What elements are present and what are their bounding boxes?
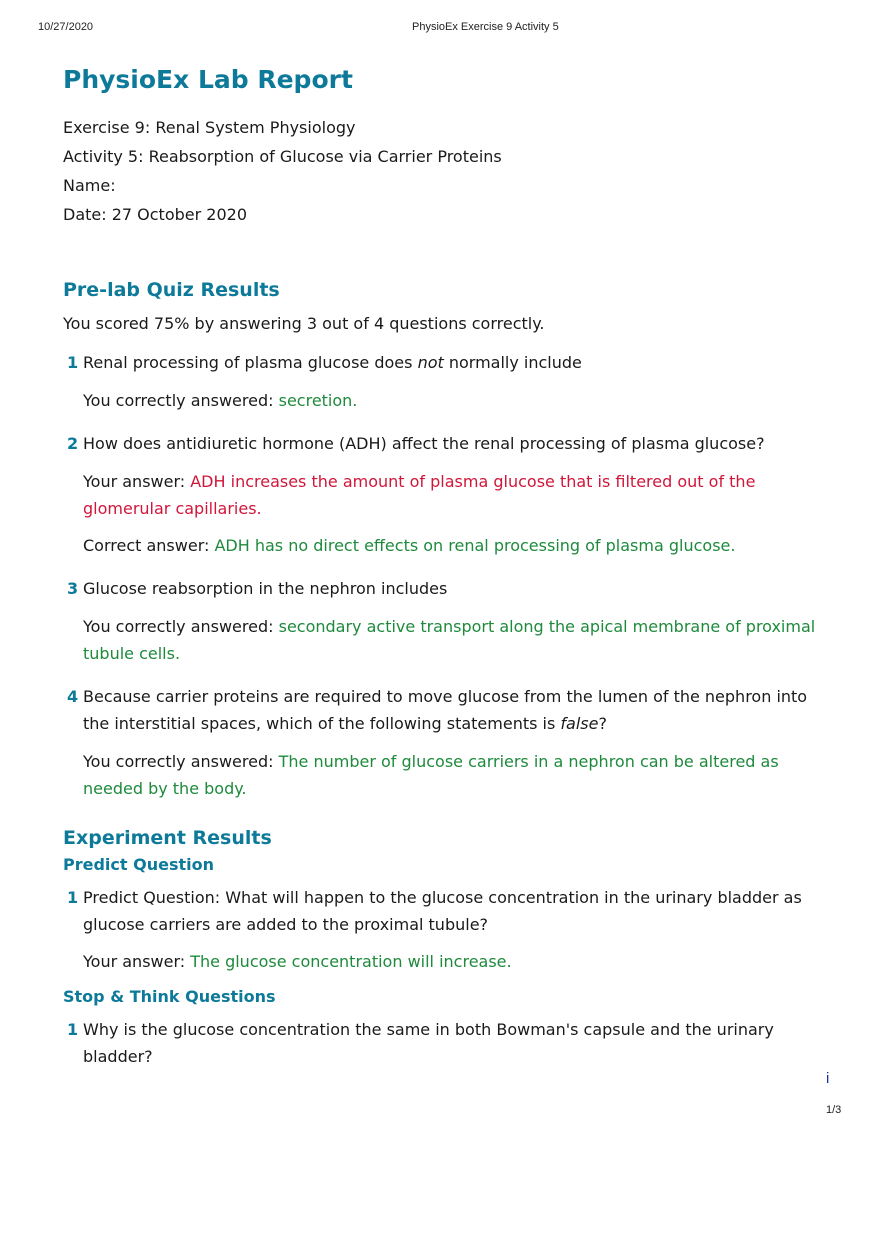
question-number: 1: [67, 888, 79, 907]
question-number: 1: [67, 353, 79, 372]
quiz-correct-answer-2: [63, 532, 833, 559]
answer-text: secretion.: [278, 391, 358, 410]
report-meta: [63, 113, 833, 229]
question-emphasis: not: [417, 353, 444, 372]
activity-line: Activity 5: Reabsorption of Glucose via Carrier Proteins: [63, 147, 502, 166]
answer-text: ADH has no direct effects on renal processing of plasma glucose.: [214, 536, 736, 555]
question-text: Glucose reabsorption in the nephron includes: [83, 579, 448, 598]
report-title: PhysioEx Lab Report: [63, 65, 353, 94]
exercise-line: Exercise 9: Renal System Physiology: [63, 118, 356, 137]
question-text: Predict Question: What will happen to the glucose concentration in the urinary bladder as glucose carriers are added to the proximal tubule?: [83, 888, 802, 934]
question-text: How does antidiuretic hormone (ADH) affect the renal processing of plasma glucose?: [83, 434, 765, 453]
answer-label: Your answer:: [83, 472, 191, 491]
date-line: Date: 27 October 2020: [63, 205, 247, 224]
quiz-answer-3: [63, 613, 833, 667]
quiz-question-4: [63, 683, 833, 737]
quiz-question-3: [63, 575, 833, 602]
question-number: 2: [67, 434, 79, 453]
predict-question-1: [63, 884, 833, 938]
question-text-end: ?: [598, 714, 607, 733]
question-text: Renal processing of plasma glucose does: [83, 353, 418, 372]
quiz-answer-1: [63, 387, 833, 414]
quiz-answer-4: [63, 748, 833, 802]
question-text-end: normally include: [443, 353, 582, 372]
answer-label: Correct answer:: [83, 536, 215, 555]
answer-label: You correctly answered:: [83, 391, 279, 410]
print-date: 10/27/2020: [38, 21, 94, 33]
quiz-question-2: [63, 430, 833, 457]
answer-label: You correctly answered:: [83, 617, 279, 636]
predict-heading: Predict Question: [63, 855, 214, 874]
question-emphasis: false: [560, 714, 599, 733]
page-number: 1/3: [826, 1104, 842, 1116]
stop-question-1: [63, 1016, 833, 1070]
answer-label: You correctly answered:: [83, 752, 279, 771]
answer-label: Your answer:: [83, 952, 191, 971]
info-mark: i: [826, 1070, 830, 1087]
answer-text-incorrect: ADH increases the amount of plasma glucose that is filtered out of the glomerular capillaries.: [83, 472, 756, 518]
answer-text: The glucose concentration will increase.: [190, 952, 512, 971]
answer-text: secondary active transport along the apical membrane of proximal tubule cells.: [83, 617, 816, 663]
quiz-your-answer-2: [63, 468, 833, 522]
print-title: PhysioEx Exercise 9 Activity 5: [412, 21, 559, 33]
prelab-heading: Pre-lab Quiz Results: [63, 279, 280, 301]
question-number: 3: [67, 579, 79, 598]
question-text: Why is the glucose concentration the same in both Bowman's capsule and the urinary bladder?: [83, 1020, 774, 1066]
question-number: 4: [67, 687, 79, 706]
stop-think-heading: Stop & Think Questions: [63, 987, 276, 1006]
prelab-score: You scored 75% by answering 3 out of 4 questions correctly.: [63, 314, 545, 333]
name-line: Name:: [63, 176, 116, 195]
quiz-question-1: [63, 349, 833, 376]
report-content: [63, 62, 833, 1070]
answer-text: The number of glucose carriers in a nephron can be altered as needed by the body.: [83, 752, 779, 798]
question-number: 1: [67, 1020, 79, 1039]
question-text: Because carrier proteins are required to move glucose from the lumen of the nephron into the interstitial spaces, which of the following statements is: [83, 687, 808, 733]
predict-answer-1: [63, 948, 833, 975]
experiment-heading: Experiment Results: [63, 827, 272, 849]
